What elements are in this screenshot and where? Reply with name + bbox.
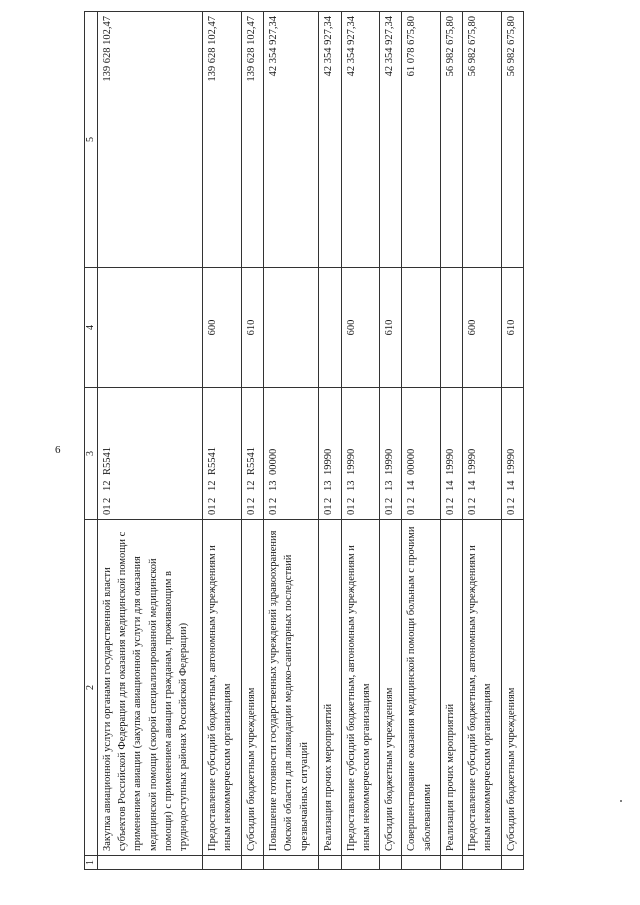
- header-col-2: 2: [85, 520, 98, 856]
- expense-type-cell: [98, 268, 203, 388]
- row-number-cell: [264, 856, 319, 870]
- description-cell: Закупка авиационной услуги органами государственной власти субъектов Российской Федерации для оказания медицинской помощи с применением авиации (закупка авиационной услуги для оказания медицинской помощи (скорой специализированной медицинской помощи) с применением авиации гражданам, проживающим в труднодоступных районах Российской Федерации): [98, 520, 203, 856]
- code-part: 2: [505, 497, 517, 503]
- amount-cell: 42 354 927,34: [319, 12, 341, 268]
- row-number-cell: [501, 856, 523, 870]
- code-part: 00000: [406, 448, 418, 475]
- table-row: [380, 12, 402, 870]
- code-part: 14: [445, 480, 457, 491]
- code-part: 19990: [445, 448, 457, 475]
- expense-type-cell: 600: [203, 268, 242, 388]
- expense-type-cell: 610: [241, 268, 263, 388]
- description-cell: Реализация прочих мероприятий: [319, 520, 341, 856]
- code-cell: [501, 388, 523, 520]
- expense-type-cell: [319, 268, 341, 388]
- code-part: 2: [323, 497, 335, 503]
- code-cell: [203, 388, 242, 520]
- table-row: [441, 12, 463, 870]
- code-part: R5541: [245, 446, 257, 475]
- code-part: 19990: [384, 448, 396, 475]
- amount-cell: 42 354 927,34: [341, 12, 380, 268]
- description-cell: Предоставление субсидий бюджетным, автономным учреждениям и иным некоммерческим организациям: [203, 520, 242, 856]
- row-number-cell: [441, 856, 463, 870]
- scan-speck: [620, 800, 622, 802]
- code-cell: [264, 388, 319, 520]
- code-part: 19990: [467, 448, 479, 475]
- table-row: [341, 12, 380, 870]
- code-part: 01: [207, 504, 219, 515]
- header-col-5: 5: [85, 12, 98, 268]
- row-number-cell: [203, 856, 242, 870]
- code-part: 2: [245, 497, 257, 503]
- table-row: [98, 12, 203, 870]
- code-part: 2: [467, 497, 479, 503]
- code-part: 2: [345, 497, 357, 503]
- page-number: 6: [55, 444, 61, 456]
- table-row: [203, 12, 242, 870]
- expense-type-cell: [264, 268, 319, 388]
- header-col-1: 1: [85, 856, 98, 870]
- code-cell: [402, 388, 441, 520]
- code-part: 01: [323, 504, 335, 515]
- code-cell: [319, 388, 341, 520]
- description-cell: Субсидии бюджетным учреждениям: [380, 520, 402, 856]
- description-cell: Субсидии бюджетным учреждениям: [241, 520, 263, 856]
- table-row: [264, 12, 319, 870]
- row-number-cell: [241, 856, 263, 870]
- code-part: 01: [505, 504, 517, 515]
- code-part: R5541: [207, 446, 219, 475]
- code-part: 19990: [345, 448, 357, 475]
- table-row: [241, 12, 263, 870]
- code-part: 01: [445, 504, 457, 515]
- code-part: 01: [268, 504, 280, 515]
- expense-type-cell: [441, 268, 463, 388]
- code-part: 14: [406, 480, 418, 491]
- code-part: 01: [467, 504, 479, 515]
- description-cell: Совершенствование оказания медицинской помощи больным с прочими заболеваниями: [402, 520, 441, 856]
- table-row: [501, 12, 523, 870]
- amount-cell: 42 354 927,34: [380, 12, 402, 268]
- code-part: 2: [384, 497, 396, 503]
- description-cell: Повышение готовности государственных учреждений здравоохранения Омской области для ликвидации медико-санитарных последствий чрезвычайных ситуаций: [264, 520, 319, 856]
- amount-cell: 61 078 675,80: [402, 12, 441, 268]
- code-part: 00000: [268, 448, 280, 475]
- code-part: 14: [467, 480, 479, 491]
- code-part: 13: [345, 480, 357, 491]
- table-row: [319, 12, 341, 870]
- code-part: 12: [102, 480, 113, 491]
- code-part: 13: [268, 480, 280, 491]
- rotated-table-area: [84, 12, 524, 870]
- code-part: 13: [384, 480, 396, 491]
- code-part: 19990: [323, 448, 335, 475]
- header-col-4: 4: [85, 268, 98, 388]
- code-cell: [463, 388, 502, 520]
- code-part: 19990: [505, 448, 517, 475]
- budget-table: [84, 11, 524, 870]
- expense-type-cell: 600: [341, 268, 380, 388]
- code-part: 01: [406, 504, 418, 515]
- row-number-cell: [341, 856, 380, 870]
- amount-cell: 56 982 675,80: [441, 12, 463, 268]
- code-part: 01: [345, 504, 357, 515]
- code-part: R5541: [102, 446, 113, 475]
- code-part: 2: [406, 497, 418, 503]
- table-row: [402, 12, 441, 870]
- amount-cell: 139 628 102,47: [203, 12, 242, 268]
- amount-cell: 56 982 675,80: [501, 12, 523, 268]
- row-number-cell: [402, 856, 441, 870]
- description-cell: Предоставление субсидий бюджетным, автономным учреждениям и иным некоммерческим организациям: [341, 520, 380, 856]
- description-cell: Предоставление субсидий бюджетным, автономным учреждениям и иным некоммерческим организациям: [463, 520, 502, 856]
- code-part: 13: [323, 480, 335, 491]
- expense-type-cell: [402, 268, 441, 388]
- code-part: 2: [268, 497, 280, 503]
- code-cell: [241, 388, 263, 520]
- budget-table-body: [85, 12, 524, 870]
- code-part: 01: [245, 504, 257, 515]
- row-number-cell: [380, 856, 402, 870]
- code-part: 01: [384, 504, 396, 515]
- code-part: 01: [102, 504, 113, 515]
- expense-type-cell: 610: [501, 268, 523, 388]
- header-col-3: 3: [85, 388, 98, 520]
- amount-cell: 42 354 927,34: [264, 12, 319, 268]
- header-row: [85, 12, 98, 870]
- code-part: 2: [207, 497, 219, 503]
- code-cell: [341, 388, 380, 520]
- row-number-cell: [463, 856, 502, 870]
- code-cell: [441, 388, 463, 520]
- description-cell: Реализация прочих мероприятий: [441, 520, 463, 856]
- code-cell: [380, 388, 402, 520]
- code-cell: [98, 388, 203, 520]
- code-part: 12: [245, 480, 257, 491]
- amount-cell: 139 628 102,47: [98, 12, 203, 268]
- amount-cell: 139 628 102,47: [241, 12, 263, 268]
- expense-type-cell: 600: [463, 268, 502, 388]
- row-number-cell: [319, 856, 341, 870]
- code-part: 14: [505, 480, 517, 491]
- row-number-cell: [98, 856, 203, 870]
- code-part: 2: [102, 497, 113, 503]
- code-part: 2: [445, 497, 457, 503]
- description-cell: Субсидии бюджетным учреждениям: [501, 520, 523, 856]
- table-row: [463, 12, 502, 870]
- code-part: 12: [207, 480, 219, 491]
- amount-cell: 56 982 675,80: [463, 12, 502, 268]
- expense-type-cell: 610: [380, 268, 402, 388]
